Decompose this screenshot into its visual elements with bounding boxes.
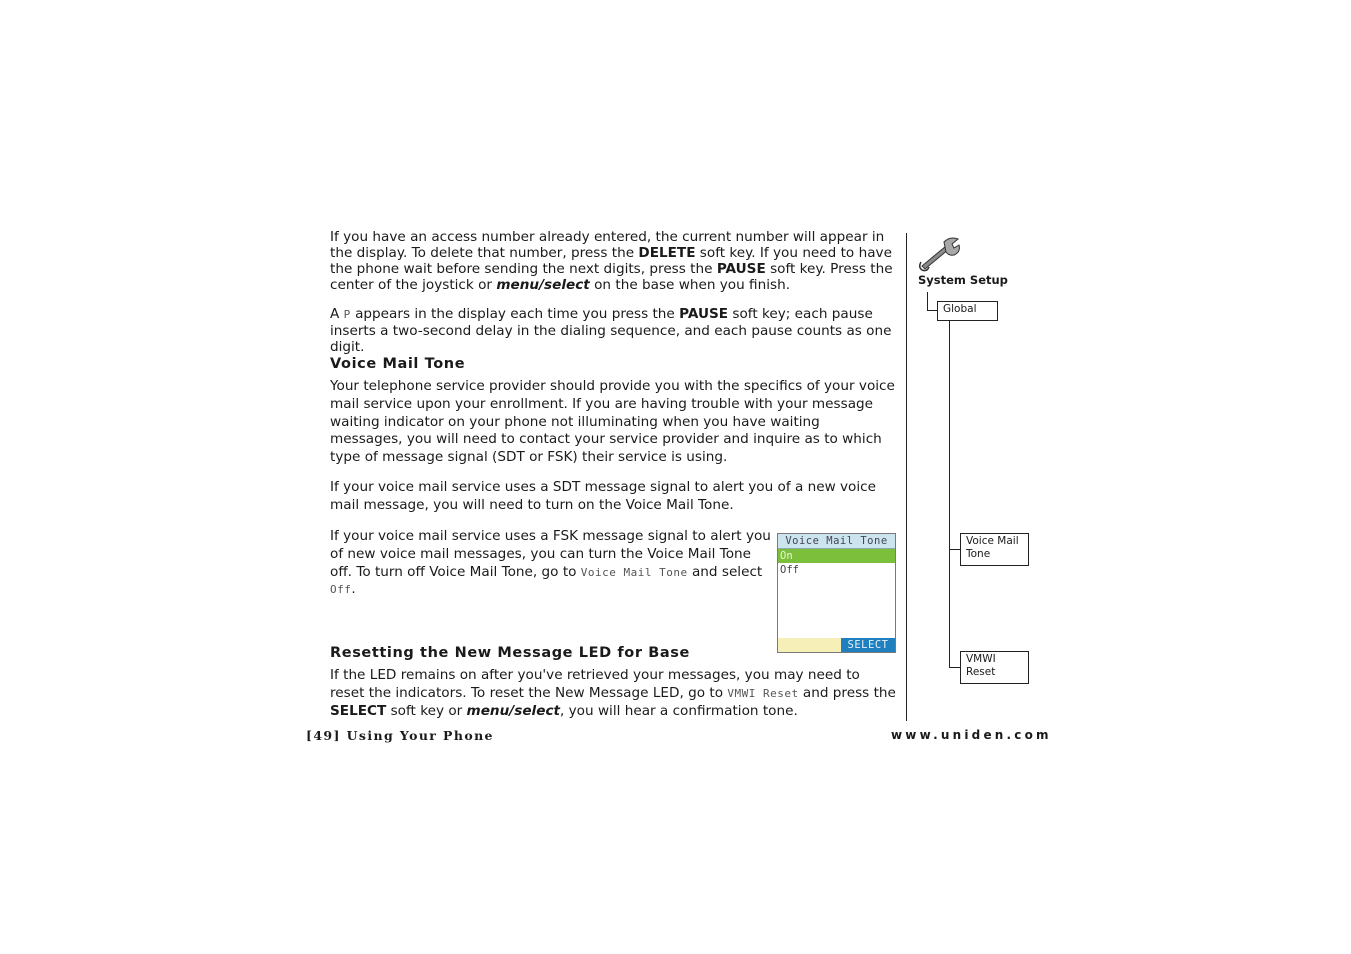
pause-key-label: PAUSE [716,261,766,277]
reset-led-heading: Resetting the New Message LED for Base [330,645,690,661]
phone-lcd-screen [777,533,896,653]
lcd-softkey-left [778,638,841,652]
menu-node-voice-mail-tone: Voice Mail Tone [960,533,1029,566]
menu-path: Voice Mail Tone [580,565,688,579]
tree-connector [949,321,950,668]
text-run: on the base when you finish. [589,277,791,293]
text-run: appears in the display each time you press the [350,306,680,322]
text-run: soft key or [386,702,467,719]
lcd-softkey-bar [778,638,895,652]
lcd-option-on: On [778,549,895,563]
text-run: soft key. If you need to have the phone wait before sending the next digits, press the [330,245,892,277]
text-run: and select [687,563,763,580]
menu-node-vmwi-reset: VMWI Reset [960,651,1029,684]
voice-mail-tone-heading: Voice Mail Tone [330,356,466,372]
select-key-label: SELECT [330,702,387,719]
menu-option: Off [330,583,352,597]
tree-connector [927,310,937,311]
voice-mail-paragraph-2: If your voice mail service uses a SDT message signal to alert you of a new voice mail message, you will need to turn on the Voice Mail Tone. [330,479,876,513]
website-footer: www.uniden.com [891,728,1052,742]
lcd-option-off: Off [780,564,799,576]
page-footer-left: [49] Using Your Phone [306,728,494,743]
tree-connector [927,292,928,311]
sidebar-divider [906,233,907,721]
text-run: If you have an access number already entered, the current number will appear in the display. To delete that number, press the [330,229,885,261]
voice-mail-paragraph-3 [330,528,776,599]
text-run: soft key; each pause inserts a two-second delay in the dialing sequence, and each pause counts as one digit. [330,306,892,355]
tree-connector [949,667,960,668]
reset-led-paragraph [330,667,896,720]
delete-key-label: DELETE [638,245,696,261]
menu-select-label: menu/select [496,277,590,293]
menu-node-global: Global [937,301,998,321]
text-run: soft key. Press the center of the joystick or [330,261,893,293]
voice-mail-paragraph-1: Your telephone service provider should provide you with the specifics of your voice mail service upon your enrollment. If you are having trouble with your message waiting indicator on your phone not illuminating when you have waiting messages, you will need to contact your service provider and inquire as to which type of message signal (SDT or FSK) their service is using. [330,378,895,466]
text-run: and press the [798,684,896,701]
menu-select-label: menu/select [466,702,560,719]
pause-key-label: PAUSE [679,306,729,322]
lcd-softkey-select: SELECT [841,638,895,652]
system-setup-label: System Setup [918,273,1008,287]
wrench-icon [918,236,966,272]
pause-symbol: P [343,308,351,321]
text-run: If the LED remains on after you've retrieved your messages, you may need to reset the indicators. To reset the New Message LED, go to [330,667,860,701]
text-run: , you will hear a confirmation tone. [560,702,798,719]
text-run: . [351,581,356,598]
menu-path: VMWI Reset [727,686,799,700]
pause-paragraph [330,306,896,355]
text-run: If your voice mail service uses a FSK message signal to alert you of new voice mail messages, you can turn the Voice Mail Tone off. To turn off Voice Mail Tone, go to [330,528,771,580]
tree-connector [949,549,960,550]
lcd-title: Voice Mail Tone [778,534,895,549]
text-run: A [330,306,344,322]
intro-paragraph [330,229,896,293]
